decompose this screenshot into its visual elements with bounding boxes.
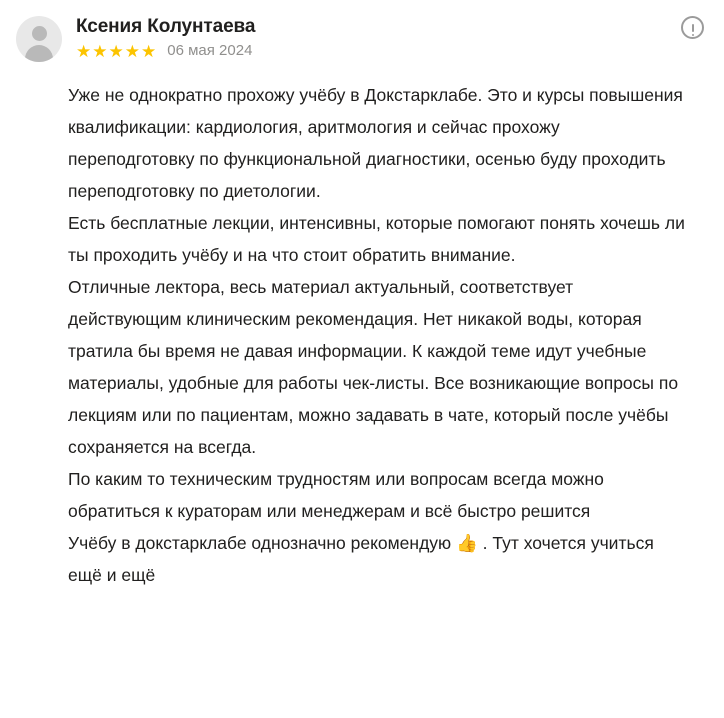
avatar — [16, 16, 62, 62]
star-icon: ★ — [108, 41, 124, 61]
review-header — [16, 14, 704, 62]
author-name: Ксения Колунтаева — [76, 16, 256, 37]
star-icon: ★ — [92, 41, 108, 61]
rating-row — [76, 42, 255, 60]
exclamation-mark-shape — [692, 24, 694, 32]
star-icon: ★ — [141, 41, 157, 61]
report-exclamation-icon[interactable] — [681, 16, 704, 39]
star-rating — [76, 43, 156, 60]
star-icon: ★ — [76, 41, 92, 61]
review-paragraph: Есть бесплатные лекции, интенсивны, которые помогают понять хочешь ли ты проходить учёбу и на что стоит обратить внимание. — [68, 213, 685, 265]
review-date: 06 мая 2024 — [167, 42, 253, 59]
review-text — [16, 79, 704, 591]
review-header-text — [76, 14, 255, 60]
review-paragraph: По каким то техническим трудностям или вопросам всегда можно обратиться к кураторам или менеджерам и всё быстро решится — [68, 469, 604, 521]
star-icon: ★ — [124, 41, 140, 61]
review-paragraph: Отличные лектора, весь материал актуальный, соответствует действующим клиническим рекомендация. Нет никакой воды, которая тратила бы время не давая информации. К каждой теме идут учебные материалы, удобные для работы чек-листы. Все возникающие вопросы по лекциям или по пациентам, можно задавать в чате, который после учёбы сохраняется на всегда. — [68, 277, 679, 457]
review-paragraph: Учёбу в докстарклабе однозначно рекомендую 👍 . Тут хочется учиться ещё и ещё — [68, 533, 654, 585]
avatar-body-shape — [25, 45, 53, 62]
review-paragraph: Уже не однократно прохожу учёбу в Докстарклабе. Это и курсы повышения квалификации: кардиология, аритмология и сейчас прохожу переподготовку по функциональной диагностики, осенью буду проходить переподготовку по диетологии. — [68, 85, 683, 201]
avatar-head-shape — [32, 26, 47, 41]
